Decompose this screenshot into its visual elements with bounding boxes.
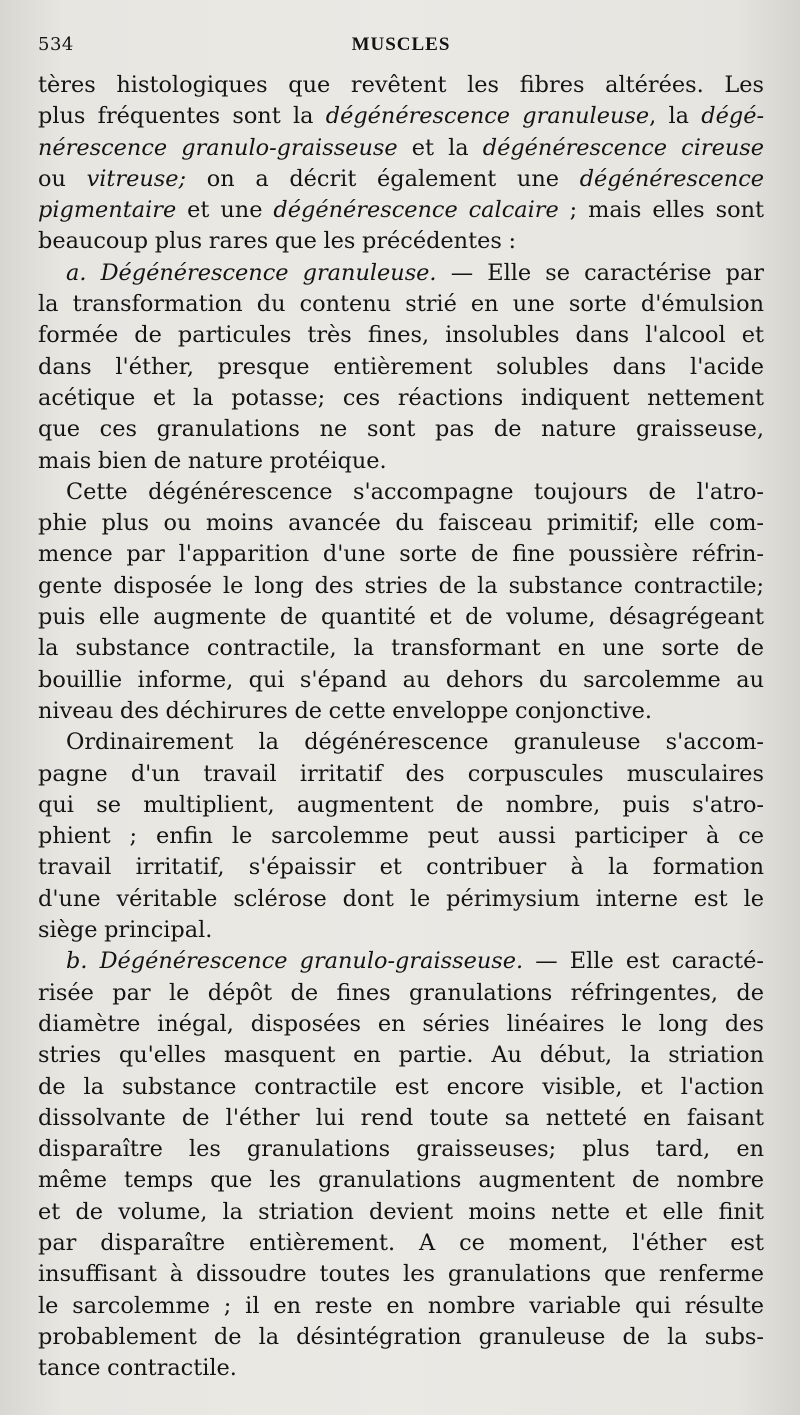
text-line — [38, 352, 764, 383]
text-line — [38, 1353, 764, 1384]
text-line — [38, 258, 764, 289]
body-text — [38, 70, 764, 1384]
text-line — [38, 1009, 764, 1040]
text-segment: le sarcolemme ; il en reste en nombre variable qui résulte — [38, 1292, 764, 1319]
text-segment: même temps que les granulations augmentent de nombre — [38, 1167, 764, 1194]
text-segment: phient ; enfin le sarcolemme peut aussi participer à ce — [38, 823, 764, 850]
text-segment: plus fréquentes sont la — [38, 103, 326, 130]
text-line — [38, 1322, 764, 1353]
text-line — [38, 884, 764, 915]
text-line — [38, 946, 764, 977]
text-segment: — Elle se caractérise par — [436, 259, 764, 286]
page-number: 534 — [38, 34, 74, 55]
text-line — [38, 1134, 764, 1165]
text-segment: siège principal. — [38, 917, 213, 944]
text-line — [38, 1228, 764, 1259]
italic-term: pigmentaire — [38, 197, 177, 224]
text-segment: tères histologiques que revêtent les fibres altérées. Les — [38, 72, 764, 98]
text-segment: risée par le dépôt de fines granulations réfringentes, de — [38, 979, 764, 1006]
text-segment: pagne d'un travail irritatif des corpuscules musculaires — [38, 760, 764, 787]
text-segment: d'une véritable sclérose dont le périmysium interne est le — [38, 885, 764, 912]
italic-term: a. Dégénérescence granuleuse. — [66, 259, 437, 286]
text-segment: gente disposée le long des stries de la substance contractile; — [38, 572, 764, 599]
text-line — [38, 665, 764, 696]
text-segment: stries qu'elles masquent en partie. Au début, la striation — [38, 1042, 764, 1069]
text-line — [38, 101, 764, 132]
text-line — [38, 915, 764, 946]
text-segment: , la — [649, 103, 702, 130]
text-line — [38, 727, 764, 758]
text-line — [38, 1165, 764, 1196]
text-segment: mais bien de nature protéique. — [38, 447, 387, 474]
running-head — [38, 30, 764, 62]
text-segment: diamètre inégal, disposées en séries linéaires le long des — [38, 1010, 764, 1037]
text-segment: qui se multiplient, augmentent de nombre, puis s'atro- — [38, 791, 764, 818]
text-segment: et de volume, la striation devient moins nette et elle finit — [38, 1198, 764, 1225]
text-segment: la substance contractile, la transformant en une sorte de — [38, 635, 764, 662]
text-segment: ; mais elles sont — [558, 197, 764, 224]
text-line — [38, 821, 764, 852]
text-segment: disparaître les granulations graisseuses; plus tard, en — [38, 1136, 764, 1163]
text-segment: phie plus ou moins avancée du faisceau primitif; elle com- — [38, 510, 764, 537]
text-line — [38, 446, 764, 477]
text-segment: formée de particules très fines, insolubles dans l'alcool et — [38, 322, 764, 349]
text-line — [38, 1197, 764, 1228]
text-segment: par disparaître entièrement. A ce moment, l'éther est — [38, 1229, 764, 1256]
text-line — [38, 602, 764, 633]
text-segment: niveau des déchirures de cette enveloppe conjonctive. — [38, 697, 653, 724]
text-segment: probablement de la désintégration granuleuse de la subs- — [38, 1323, 764, 1350]
text-segment: tance contractile. — [38, 1355, 237, 1382]
text-line — [38, 164, 764, 195]
text-line — [38, 633, 764, 664]
text-line — [38, 1291, 764, 1322]
italic-term: dégénérescence granuleuse — [325, 103, 650, 130]
italic-term: nérescence granulo-graisseuse — [38, 134, 398, 161]
italic-term: dégénérescence calcaire — [273, 197, 559, 224]
italic-term: dégénérescence — [579, 165, 764, 192]
text-segment: dissolvante de l'éther lui rend toute sa netteté en faisant — [38, 1104, 764, 1131]
text-line — [38, 852, 764, 883]
text-segment: Cette dégénérescence s'accompagne toujours de l'atro- — [66, 478, 764, 505]
text-segment: beaucoup plus rares que les précédentes : — [38, 228, 517, 255]
text-segment: la transformation du contenu strié en une sorte d'émulsion — [38, 291, 764, 318]
text-line — [38, 1103, 764, 1134]
italic-term: b. Dégénérescence granulo-graisseuse. — [66, 948, 524, 975]
text-segment: — Elle est caracté- — [523, 948, 764, 975]
text-segment: de la substance contractile est encore visible, et l'action — [38, 1073, 764, 1100]
text-line — [38, 133, 764, 164]
text-line — [38, 1040, 764, 1071]
text-line — [38, 571, 764, 602]
text-segment: acétique et la potasse; ces réactions indiquent nettement — [38, 384, 764, 411]
running-title: MUSCLES — [351, 34, 451, 55]
text-segment: insuffisant à dissoudre toutes les granulations que renferme — [38, 1261, 764, 1288]
italic-term: vitreuse; — [86, 165, 187, 192]
text-line — [38, 289, 764, 320]
text-segment: travail irritatif, s'épaissir et contribuer à la formation — [38, 854, 764, 881]
text-line — [38, 320, 764, 351]
text-segment: puis elle augmente de quantité et de volume, désagrégeant — [38, 604, 764, 631]
text-line — [38, 1259, 764, 1290]
text-line — [38, 978, 764, 1009]
text-line — [38, 195, 764, 226]
text-line — [38, 477, 764, 508]
text-segment: ou — [38, 165, 87, 192]
text-line — [38, 790, 764, 821]
text-line — [38, 70, 764, 101]
text-segment: bouillie informe, qui s'épand au dehors du sarcolemme au — [38, 666, 764, 693]
text-line — [38, 696, 764, 727]
text-segment: dans l'éther, presque entièrement solubles dans l'acide — [38, 353, 764, 380]
text-segment: on a décrit également une — [186, 165, 580, 192]
italic-term: dégé- — [701, 103, 765, 130]
text-line — [38, 414, 764, 445]
text-line — [38, 508, 764, 539]
text-segment: mence par l'apparition d'une sorte de fine poussière réfrin- — [38, 541, 764, 568]
text-line — [38, 226, 764, 257]
text-line — [38, 383, 764, 414]
text-segment: et la — [397, 134, 483, 161]
text-segment: et une — [176, 197, 274, 224]
text-line — [38, 759, 764, 790]
text-line — [38, 1072, 764, 1103]
text-line — [38, 539, 764, 570]
italic-term: dégénérescence cireuse — [482, 134, 764, 161]
text-segment: que ces granulations ne sont pas de nature graisseuse, — [38, 416, 764, 443]
text-segment: Ordinairement la dégénérescence granuleuse s'accom- — [66, 729, 764, 756]
